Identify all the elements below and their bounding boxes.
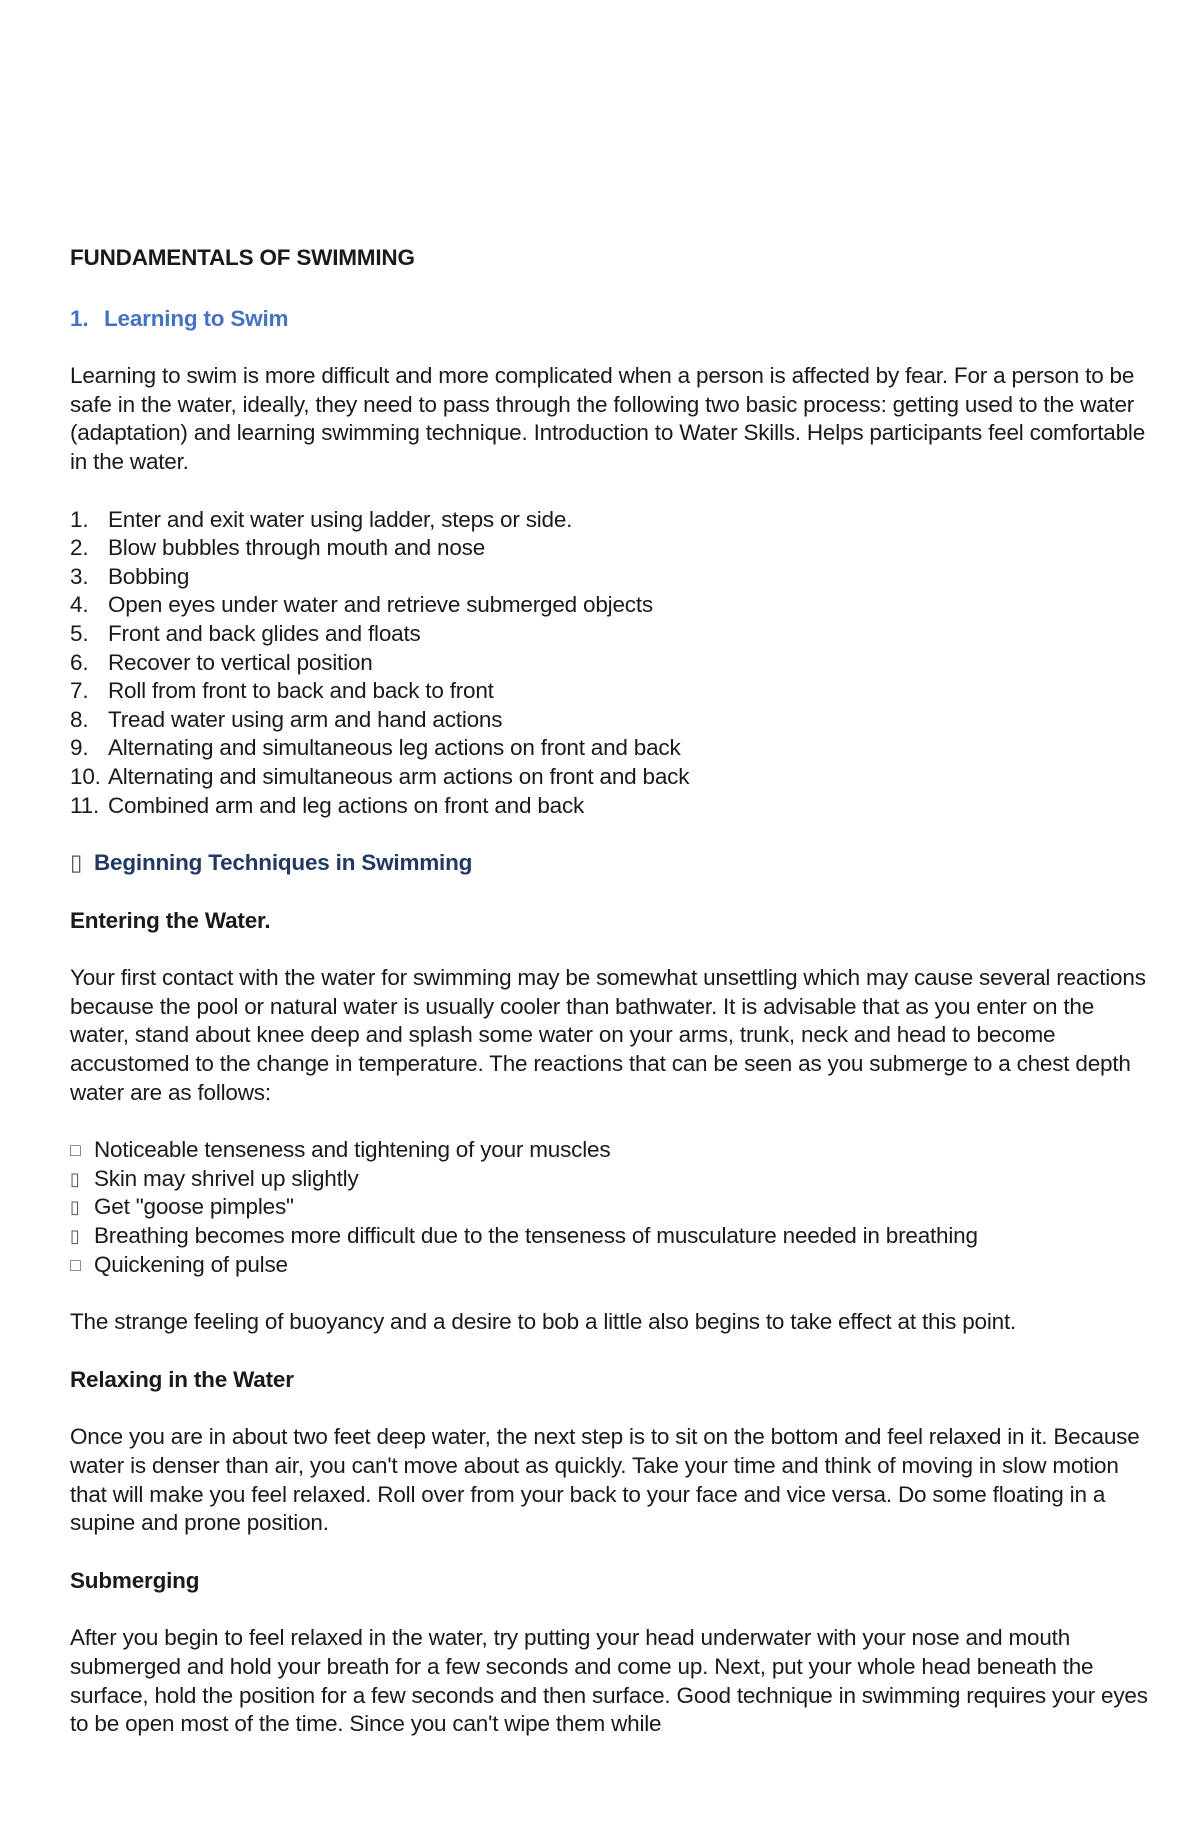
list-item-text: Front and back glides and floats	[108, 620, 421, 646]
list-item-text: Tread water using arm and hand actions	[108, 706, 503, 732]
list-item	[70, 763, 1150, 792]
bullet-glyph-icon: ▯	[70, 850, 83, 876]
bullet-glyph-icon: ▯	[70, 1168, 80, 1189]
section-number: 1.	[70, 305, 89, 331]
list-item-text: Skin may shrivel up slightly	[94, 1165, 359, 1191]
buoyancy-paragraph: The strange feeling of buoyancy and a desire to bob a little also begins to take effect at this point.	[70, 1309, 1017, 1335]
list-item-number: 11.	[70, 792, 100, 818]
list-item-text: Alternating and simultaneous leg actions on front and back	[108, 735, 681, 761]
list-item-number: 3.	[70, 563, 89, 589]
list-item-text: Noticeable tenseness and tightening of your muscles	[94, 1137, 611, 1163]
subheading-relaxing: Relaxing in the Water	[70, 1366, 294, 1392]
section-heading-learning-to-swim	[70, 305, 1150, 334]
list-item-text: Blow bubbles through mouth and nose	[108, 535, 486, 561]
intro-paragraph: Learning to swim is more difficult and more complicated when a person is affected by fear. For a person to be safe in the water, ideally, they need to pass through the following two basic process: getting used to the water (adaptation) and learning swimming technique. Introduction to Water Skills. Helps participants feel comfortable in the water.	[70, 363, 1146, 474]
list-item	[70, 1136, 1150, 1165]
list-item-number: 8.	[70, 706, 89, 732]
bullet-glyph-icon: □	[70, 1254, 81, 1275]
list-item-number: 4.	[70, 592, 89, 618]
list-item-number: 9.	[70, 735, 89, 761]
list-item	[70, 506, 1150, 535]
list-item	[70, 1251, 1150, 1280]
list-item-number: 6.	[70, 649, 89, 675]
water-skills-list	[70, 506, 1150, 821]
list-item	[70, 591, 1150, 620]
list-item-number: 5.	[70, 620, 89, 646]
list-item	[70, 563, 1150, 592]
list-item-text: Breathing becomes more difficult due to the tenseness of musculature needed in breathing	[94, 1223, 978, 1249]
list-item	[70, 1165, 1150, 1194]
list-item	[70, 620, 1150, 649]
page-title: FUNDAMENTALS OF SWIMMING	[70, 245, 415, 270]
list-item	[70, 677, 1150, 706]
submerging-paragraph: After you begin to feel relaxed in the water, try putting your head underwater with your nose and mouth submerged and hold your breath for a few seconds and come up. Next, put your whole head beneath the surface, hold the position for a few seconds and then surface. Good technique in swimming requires your eyes to be open most of the time. Since you can't wipe them while	[70, 1625, 1148, 1737]
list-item	[70, 1193, 1150, 1222]
list-item-text: Quickening of pulse	[94, 1251, 288, 1277]
list-item-text: Bobbing	[108, 563, 190, 589]
list-item	[70, 1222, 1150, 1251]
list-item-text: Open eyes under water and retrieve submerged objects	[108, 592, 653, 618]
list-item-text: Enter and exit water using ladder, steps or side.	[108, 506, 573, 532]
bullet-glyph-icon: ▯	[70, 1226, 80, 1247]
subheading-entering-water: Entering the Water.	[70, 907, 271, 933]
section-heading-beginning-techniques	[70, 849, 1150, 878]
section-heading-text: Beginning Techniques in Swimming	[94, 850, 473, 876]
list-item-number: 10.	[70, 763, 101, 789]
list-item-text: Alternating and simultaneous arm actions on front and back	[108, 763, 690, 789]
entering-paragraph: Your first contact with the water for swimming may be somewhat unsettling which may cause several reactions because the pool or natural water is usually cooler than bathwater. It is advisable that as you enter on the water, stand about knee deep and splash some water on your arms, trunk, neck and head to become accustomed to the change in temperature. The reactions that can be seen as you submerge to a chest depth water are as follows:	[70, 965, 1146, 1105]
list-item-number: 1.	[70, 506, 89, 532]
list-item-text: Recover to vertical position	[108, 649, 373, 675]
bullet-glyph-icon: □	[70, 1140, 81, 1161]
list-item	[70, 706, 1150, 735]
list-item-text: Get "goose pimples"	[94, 1194, 294, 1220]
bullet-glyph-icon: ▯	[70, 1197, 80, 1218]
list-item	[70, 792, 1150, 821]
document-page	[70, 244, 1150, 1768]
list-item	[70, 534, 1150, 563]
list-item	[70, 734, 1150, 763]
list-item-number: 7.	[70, 678, 89, 704]
subheading-submerging: Submerging	[70, 1567, 200, 1593]
list-item-text: Roll from front to back and back to front	[108, 678, 494, 704]
list-item-number: 2.	[70, 535, 89, 561]
relaxing-paragraph: Once you are in about two feet deep water, the next step is to sit on the bottom and feel relaxed in it. Because water is denser than air, you can't move about as quickly. Take your time and think of moving in slow motion that will make you feel relaxed. Roll over from your back to your face and vice versa. Do some floating in a supine and prone position.	[70, 1424, 1140, 1536]
list-item	[70, 649, 1150, 678]
reactions-list	[70, 1136, 1150, 1279]
list-item-text: Combined arm and leg actions on front and back	[108, 792, 585, 818]
section-heading-text: Learning to Swim	[104, 305, 289, 331]
